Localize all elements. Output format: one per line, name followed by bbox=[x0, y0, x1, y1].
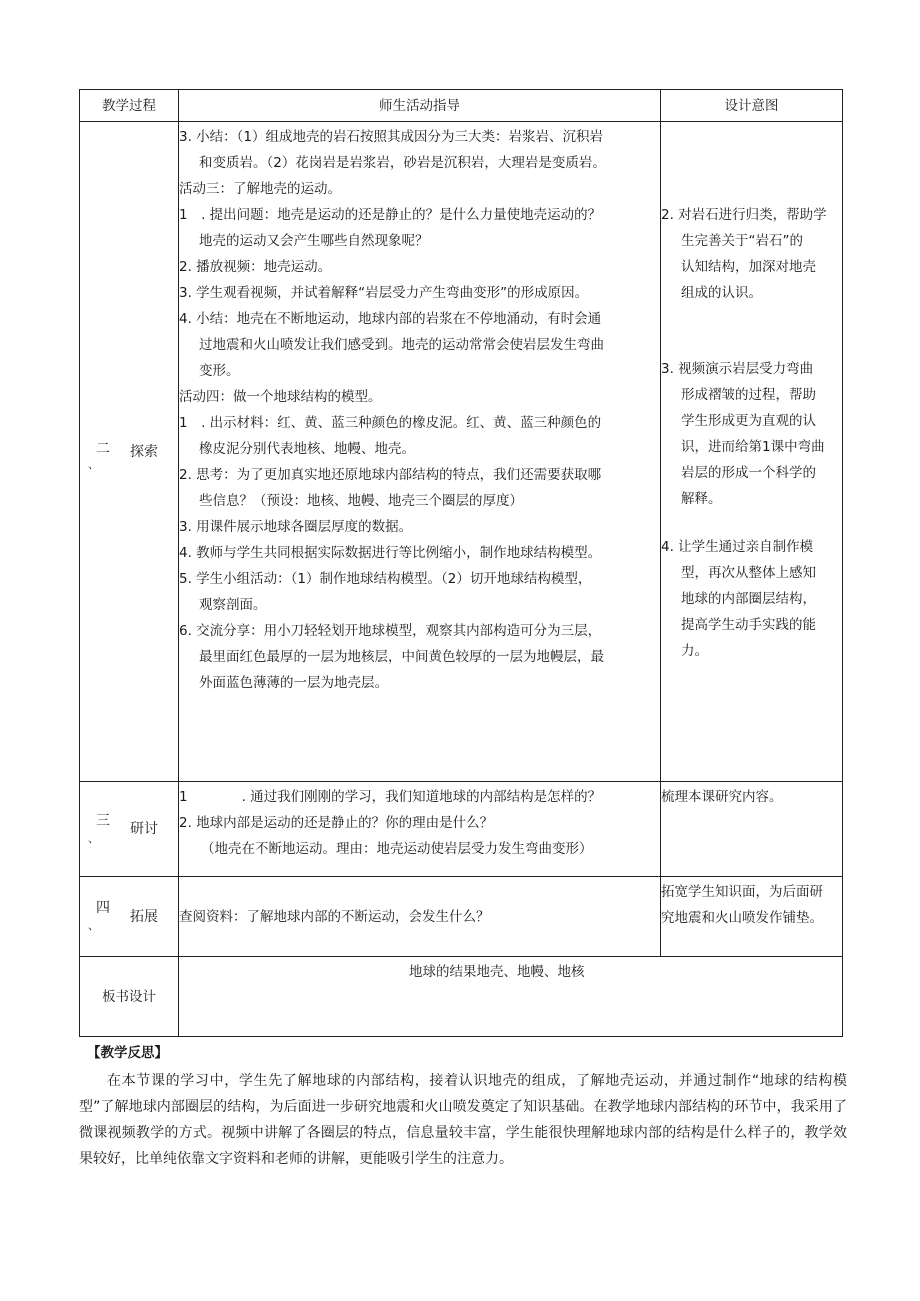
discuss-intent bbox=[661, 782, 843, 877]
stage-dot: 、 bbox=[88, 919, 99, 932]
intent-line: 究地震和火山喷发作铺垫。 bbox=[661, 910, 823, 926]
intent-line: 生完善关于“岩石”的 bbox=[681, 233, 803, 249]
extend-activity bbox=[179, 877, 661, 957]
stage-explore bbox=[80, 122, 179, 782]
activity-line: 3. 用课件展示地球各圈层厚度的数据。 bbox=[179, 519, 413, 535]
activity-line: 1 . 提出问题：地壳是运动的还是静止的？是什么力量使地壳运动的？ bbox=[179, 207, 602, 223]
reflection-body: 在本节课的学习中，学生先了解地球的内部结构，接着认识地壳的组成，了解地壳运动，并通过制作“地球的结构模型”了解地球内部圈层的结构，为后面进一步研究地震和火山喷发奠定了知识基础。在教学地球内部结构的环节中，我采用了微课视频教学的方式。视频中讲解了各圈层的特点，信息量较丰富，学生能很快理解地球内部的结构是什么样子的，教学效果较好，比单纯依靠文字资料和老师的讲解，更能吸引学生的注意力。 bbox=[79, 1073, 847, 1167]
stage-number: 二 bbox=[96, 441, 110, 457]
stage-extend bbox=[80, 877, 179, 957]
header-row bbox=[80, 90, 843, 122]
activity-line: 6. 交流分享：用小刀轻轻划开地球模型，观察其内部构造可分为三层， bbox=[179, 623, 602, 639]
intent-line: 地球的内部圈层结构， bbox=[681, 591, 816, 607]
stage-name: 研讨 bbox=[130, 821, 158, 837]
board-label: 板书设计 bbox=[80, 957, 179, 1037]
intent-line: 组成的认识。 bbox=[681, 285, 762, 301]
activity-line: 和变质岩。（2）花岗岩是岩浆岩，砂岩是沉积岩，大理岩是变质岩。 bbox=[199, 155, 606, 171]
stage-name: 拓展 bbox=[130, 908, 158, 925]
activity-line: 4. 教师与学生共同根据实际数据进行等比例缩小，制作地球结构模型。 bbox=[179, 545, 602, 561]
activity-line: 2. 地球内部是运动的还是静止的？你的理由是什么？ bbox=[179, 815, 494, 831]
row-discuss bbox=[80, 782, 843, 877]
activity-line: 些信息？（预设：地核、地幔、地壳三个圈层的厚度） bbox=[199, 493, 523, 509]
board-text: 地球的结果地壳、地幔、地核 bbox=[409, 964, 585, 980]
activity-line: 最里面红色最厚的一层为地核层，中间黄色较厚的一层为地幔层，最 bbox=[199, 649, 604, 665]
intent-line: 力。 bbox=[681, 643, 708, 659]
activity-line: 3. 学生观看视频，并试着解释“岩层受力产生弯曲变形”的形成原因。 bbox=[179, 285, 589, 301]
stage-dot: 、 bbox=[88, 832, 99, 845]
stage-number: 四 bbox=[96, 900, 110, 916]
activity-line: 活动四：做一个地球结构的模型。 bbox=[179, 389, 382, 405]
activity-line: 查阅资料：了解地球内部的不断运动，会发生什么？ bbox=[179, 908, 490, 925]
intent-line: 2. 对岩石进行归类，帮助学 bbox=[661, 207, 827, 223]
item-text: . 通过我们刚刚的学习，我们知道地球的内部结构是怎样的？ bbox=[241, 789, 602, 805]
activity-line: 过地震和火山喷发让我们感受到。地壳的运动常常会使岩层发生弯曲 bbox=[199, 337, 604, 353]
discuss-activity bbox=[179, 782, 661, 877]
intent-line: 岩层的形成一个科学的 bbox=[681, 465, 816, 481]
stage-dot: 、 bbox=[88, 458, 99, 471]
board-content bbox=[179, 957, 843, 1037]
activity-line: 1 . 出示材料：红、黄、蓝三种颜色的橡皮泥。红、黄、蓝三种颜色的 bbox=[179, 415, 602, 431]
activity-line: 2. 思考：为了更加真实地还原地球内部结构的特点，我们还需要获取哪 bbox=[179, 467, 602, 483]
header-activity: 师生活动指导 bbox=[179, 90, 661, 122]
intent-line: 4. 让学生通过亲自制作模 bbox=[661, 539, 814, 555]
reflection-section bbox=[79, 1042, 847, 1172]
intent-line: 提高学生动手实践的能 bbox=[681, 617, 816, 633]
stage-number: 三 bbox=[96, 813, 110, 829]
activity-line: 3. 小结：（1）组成地壳的岩石按照其成因分为三大类：岩浆岩、沉积岩 bbox=[179, 129, 604, 145]
stage-name: 探索 bbox=[130, 443, 158, 460]
row-extend bbox=[80, 877, 843, 957]
extend-intent bbox=[661, 877, 843, 957]
intent-line: 识，进而给第1课中弯曲 bbox=[681, 439, 825, 455]
explore-activity bbox=[179, 122, 661, 782]
intent-line: 形成褶皱的过程，帮助 bbox=[681, 387, 816, 403]
intent-line: 认知结构，加深对地壳 bbox=[681, 259, 816, 275]
intent-line: 梳理本课研究内容。 bbox=[661, 789, 783, 805]
explore-intent bbox=[661, 122, 843, 782]
activity-line bbox=[179, 784, 660, 810]
row-explore bbox=[80, 122, 843, 782]
intent-line: 型，再次从整体上感知 bbox=[681, 565, 816, 581]
intent-line: 解释。 bbox=[681, 491, 722, 507]
activity-line: 5. 学生小组活动：（1）制作地球结构模型。（2）切开地球结构模型， bbox=[179, 571, 592, 587]
activity-line: 活动三：了解地壳的运动。 bbox=[179, 181, 341, 197]
header-process: 教学过程 bbox=[80, 90, 179, 122]
activity-line: 2. 播放视频：地壳运动。 bbox=[179, 259, 332, 275]
activity-line: 地壳的运动又会产生哪些自然现象呢？ bbox=[199, 233, 429, 249]
activity-line: （地壳在不断地运动。理由：地壳运动使岩层受力发生弯曲变形） bbox=[201, 841, 593, 857]
intent-line: 拓宽学生知识面，为后面研 bbox=[661, 884, 823, 900]
reflection-title: 【教学反思】 bbox=[87, 1045, 168, 1061]
item-number: 1 bbox=[179, 789, 188, 805]
intent-line: 3. 视频演示岩层受力弯曲 bbox=[661, 361, 814, 377]
header-intent: 设计意图 bbox=[661, 90, 843, 122]
activity-line: 橡皮泥分别代表地核、地幔、地壳。 bbox=[199, 441, 415, 457]
row-board bbox=[80, 957, 843, 1037]
intent-line: 学生形成更为直观的认 bbox=[681, 413, 816, 429]
stage-discuss bbox=[80, 782, 179, 877]
activity-line: 观察剖面。 bbox=[199, 597, 267, 613]
activity-line: 变形。 bbox=[199, 363, 240, 379]
lesson-table bbox=[79, 89, 843, 1037]
activity-line: 4. 小结：地壳在不断地运动，地球内部的岩浆在不停地涌动，有时会通 bbox=[179, 311, 602, 327]
activity-line: 外面蓝色薄薄的一层为地壳层。 bbox=[199, 675, 388, 691]
